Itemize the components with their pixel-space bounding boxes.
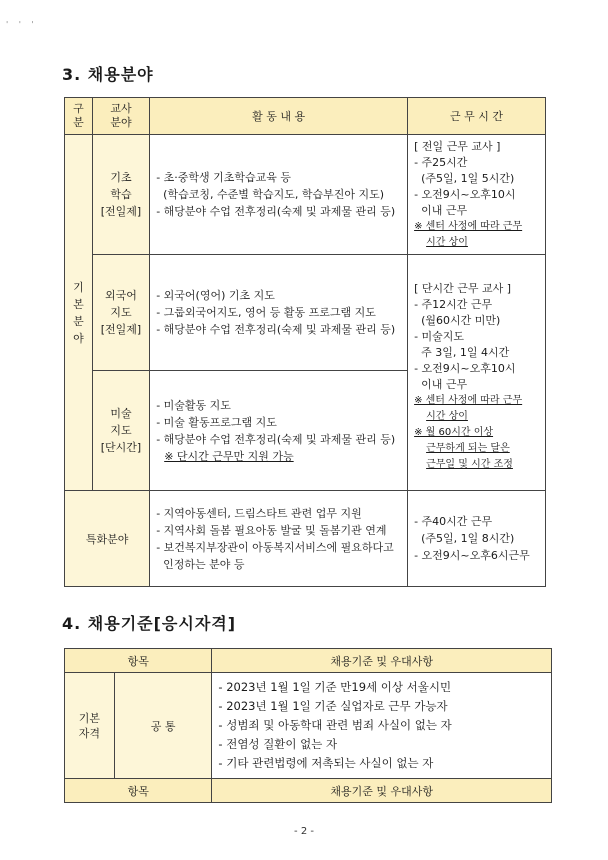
hours-part-time	[408, 255, 546, 491]
table-row	[65, 135, 546, 255]
scan-marks: ' ' '	[6, 20, 38, 29]
header-text: 교사	[110, 102, 132, 115]
header-category	[65, 98, 93, 135]
header-text: 구	[73, 102, 84, 115]
label-text: 자격	[78, 726, 101, 740]
subject-text: 지도	[110, 306, 132, 319]
table-row	[65, 491, 546, 587]
activity-line: - 지역아동센터, 드림스타트 관련 업무 지원	[156, 506, 362, 520]
hours-title: [ 전일 근무 교사 ]	[414, 140, 501, 153]
basic-field-label	[65, 135, 93, 491]
footer-item: 항목	[65, 779, 212, 803]
table-header-row	[65, 98, 546, 135]
criteria-list	[212, 673, 552, 779]
table-row	[65, 673, 552, 779]
hours-line: 주 3일, 1일 4시간	[414, 346, 510, 359]
table-header-row	[65, 649, 552, 673]
subject-text: [전일제]	[100, 323, 142, 336]
hours-full-time	[408, 135, 546, 255]
hours-special	[408, 491, 546, 587]
subject-text: [단시간]	[100, 441, 142, 454]
hours-line: - 오전9시~오후6시근무	[414, 549, 530, 562]
activities-basic-learning	[150, 135, 408, 255]
activity-line: - 해당분야 수업 전후정리(숙제 및 과제물 관리 등)	[156, 323, 396, 336]
recruitment-field-table	[64, 97, 546, 587]
hours-line: (주5일, 1일 5시간)	[414, 172, 515, 185]
recruitment-criteria-table	[64, 648, 552, 803]
criteria-line: - 2023년 1월 1일 기준 만19세 이상 서울시민	[218, 680, 452, 694]
header-activities: 활 동 내 용	[150, 98, 408, 135]
special-field-label: 특화분야	[65, 491, 150, 587]
activity-line: - 외국어(영어) 기초 지도	[156, 289, 275, 302]
hours-line: 이내 근무	[414, 378, 468, 391]
subject-art	[92, 371, 149, 491]
hours-line: - 주12시간 근무	[414, 298, 493, 311]
criteria-line: - 전염성 질환이 없는 자	[218, 737, 338, 751]
criteria-line: - 2023년 1월 1일 기준 실업자로 근무 가능자	[218, 699, 448, 713]
hours-line: - 주40시간 근무	[414, 515, 493, 528]
hours-line: - 오전9시~오후10시	[414, 362, 516, 375]
subject-text: 지도	[110, 424, 132, 437]
hours-line: (주5일, 1일 8시간)	[414, 532, 515, 545]
activity-line: - 보건복지부장관이 아동복지서비스에 필요하다고	[156, 540, 394, 554]
activity-line: - 해당분야 수업 전후정리(숙제 및 과제물 관리 등)	[156, 432, 396, 446]
subject-text: 기초	[110, 171, 132, 184]
activity-line: - 해당분야 수업 전후정리(숙제 및 과제물 관리 등)	[156, 205, 396, 218]
subject-text: 학습	[110, 188, 132, 201]
activities-special	[150, 491, 408, 587]
hours-note: 시간 상이	[426, 411, 468, 422]
footer-criteria: 채용기준 및 우대사항	[212, 779, 552, 803]
page-number: - 2 -	[294, 826, 314, 837]
hours-note: 근무일 및 시간 조정	[426, 459, 513, 470]
label-char: 분	[73, 314, 84, 328]
hours-line: 이내 근무	[414, 204, 468, 217]
criteria-line: - 성범죄 및 아동학대 관련 범죄 사실이 없는 자	[218, 718, 452, 732]
activity-line: - 미술 활동프로그램 지도	[156, 415, 277, 429]
hours-note: 시간 상이	[426, 237, 468, 248]
header-text: 분야	[110, 116, 132, 129]
activity-line: - 미술활동 지도	[156, 398, 231, 412]
activity-note: ※ 단시간 근무만 지원 가능	[164, 449, 294, 463]
activity-line: - 그룹외국어지도, 영어 등 활동 프로그램 지도	[156, 306, 376, 319]
subject-text: [전일제]	[100, 205, 142, 218]
header-teacher-field	[92, 98, 149, 135]
criteria-line: - 기타 관련법령에 저촉되는 사실이 없는 자	[218, 756, 434, 770]
header-hours: 근 무 시 간	[408, 98, 546, 135]
subject-basic-learning	[92, 135, 149, 255]
hours-line: (월60시간 미만)	[414, 314, 501, 327]
label-char: 기	[73, 280, 84, 294]
section-3-heading: 3. 채용분야	[62, 65, 154, 84]
activities-art	[150, 371, 408, 491]
label-char: 본	[73, 297, 84, 311]
label-char: 야	[73, 331, 84, 345]
activity-line: (학습코칭, 수준별 학습지도, 학습부진아 지도)	[156, 188, 385, 201]
hours-note: ※ 센터 사정에 따라 근무	[414, 221, 523, 232]
subject-foreign-language	[92, 255, 149, 371]
subject-text: 미술	[110, 407, 132, 420]
subject-text: 외국어	[105, 289, 137, 302]
hours-line: - 오전9시~오후10시	[414, 188, 516, 201]
header-criteria: 채용기준 및 우대사항	[212, 649, 552, 673]
label-text: 기본	[78, 711, 101, 725]
activities-foreign-language	[150, 255, 408, 371]
hours-title: [ 단시간 근무 교사 ]	[414, 282, 512, 295]
header-item: 항목	[65, 649, 212, 673]
hours-note: ※ 센터 사정에 따라 근무	[414, 395, 523, 406]
activity-line: - 지역사회 돌봄 필요아동 발굴 및 돌봄기관 연계	[156, 523, 387, 537]
hours-note: 근무하게 되는 달은	[426, 443, 510, 454]
activity-line: 인정하는 분야 등	[156, 557, 245, 571]
hours-line: - 미술지도	[414, 330, 465, 343]
hours-line: - 주25시간	[414, 156, 468, 169]
table-header-row	[65, 779, 552, 803]
common-label: 공 통	[114, 673, 212, 779]
hours-note: ※ 월 60시간 이상	[414, 427, 494, 438]
table-row	[65, 255, 546, 371]
header-text: 분	[73, 116, 84, 129]
activity-line: - 초·중학생 기초학습교육 등	[156, 171, 292, 184]
basic-qualification-label	[65, 673, 115, 779]
section-4-heading: 4. 채용기준[응시자격]	[62, 614, 237, 633]
